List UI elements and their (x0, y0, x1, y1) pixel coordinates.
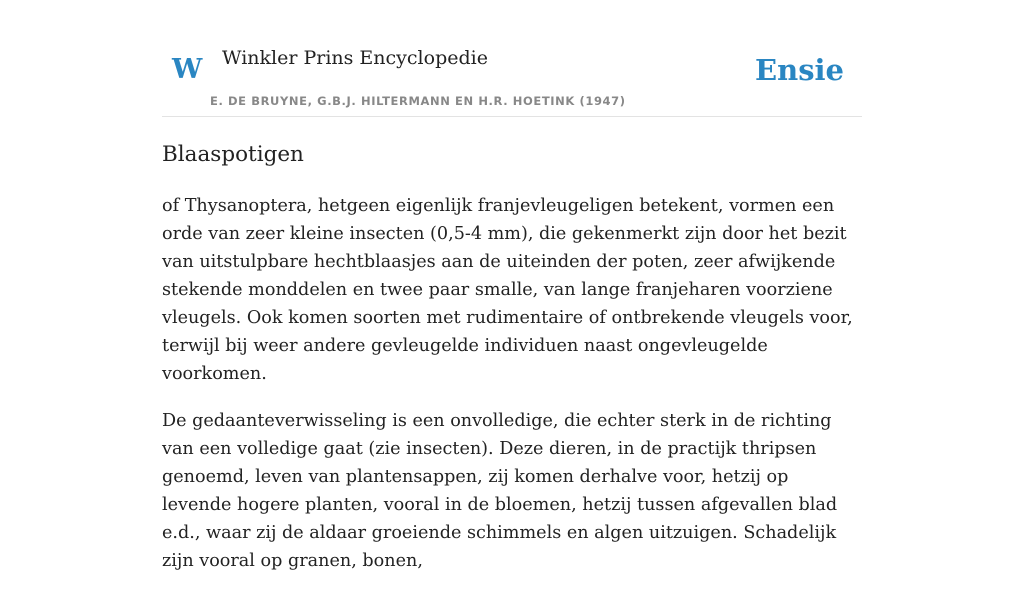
article-title: Blaaspotigen (162, 142, 304, 167)
encyclopedia-authors: E. DE BRUYNE, G.B.J. HILTERMANN EN H.R. HOETINK (1947) (210, 94, 626, 108)
article-body (162, 192, 862, 594)
site-header (162, 0, 862, 117)
article-paragraph-1: of Thysanoptera, hetgeen eigenlijk franjevleugeligen betekent, vormen een orde van zeer kleine insecten (0,5-4 mm), die gekenmerkt zijn door het bezit van uitstulpbare hechtblaasjes aan de uiteinden der poten, zeer afwijkende stekende monddelen en twee paar smalle, van lange franjeharen voorziene vleugels. Ook komen soorten met rudimentaire of ontbrekende vleugels voor, terwijl bij weer andere gevleugelde individuen naast ongevleugelde voorkomen. (162, 196, 853, 384)
article-paragraph-2: De gedaanteverwisseling is een onvolledige, die echter sterk in de richting van een volledige gaat (zie insecten). Deze dieren, in de practijk thripsen genoemd, leven van plantensappen, zij komen derhalve voor, hetzij op levende hogere planten, vooral in de bloemen, hetzij tussen afgevallen blad e.d., waar zij de aldaar groeiende schimmels en algen uitzuigen. Schadelijk zijn vooral op granen, bonen, (162, 411, 838, 571)
encyclopedia-logo[interactable]: W (172, 54, 203, 85)
encyclopedia-title[interactable]: Winkler Prins Encyclopedie (222, 47, 488, 69)
ensie-brand-logo[interactable]: Ensie (755, 53, 844, 87)
